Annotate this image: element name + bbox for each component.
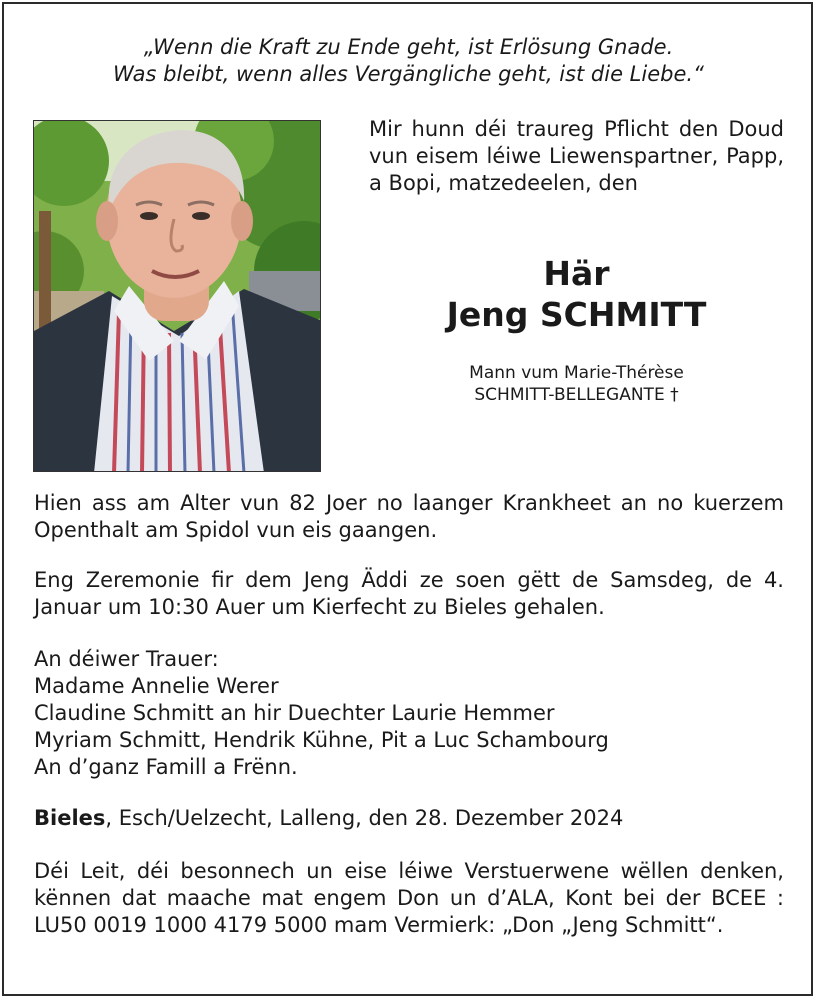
quote-line-2: Was bleibt, wenn alles Vergängliche geht, ist die Liebe.“ bbox=[113, 62, 704, 86]
place-name: Bieles bbox=[34, 806, 106, 830]
epigraph-quote bbox=[30, 34, 787, 88]
death-paragraph: Hien ass am Alter vun 82 Joer no laanger Krankheet an no kuerzem Openthalt am Spidol vun eis gaangen. bbox=[34, 491, 784, 542]
place-date-rest: , Esch/Uelzecht, Lalleng, den 28. Dezember 2024 bbox=[105, 806, 624, 830]
mourner-line: Madame Annelie Werer bbox=[34, 674, 279, 698]
ceremony-paragraph: Eng Zeremonie fir dem Jeng Äddi ze soen gëtt de Samsdeg, de 4. Januar um 10:30 Auer um Kierfecht zu Bieles gehalen. bbox=[34, 568, 784, 619]
mourner-line: Claudine Schmitt an hir Duechter Laurie Hemmer bbox=[34, 701, 555, 725]
mourner-line: An d’ganz Famill a Frënn. bbox=[34, 755, 298, 779]
spouse-line-2: SCHMITT-BELLEGANTE † bbox=[474, 385, 679, 405]
spouse-info bbox=[369, 362, 784, 406]
donation-paragraph: Déi Leit, déi besonnech un eise léiwe Verstuerwene wëllen denken, kënnen dat maache mat engem Don un d’ALA, Kont bei der BCEE : LU50 0019 1000 4179 5000 mam Vermierk: „Don „Jeng Schmitt“. bbox=[34, 859, 784, 937]
deceased-name: Jeng SCHMITT bbox=[446, 295, 707, 334]
mourners-block bbox=[34, 646, 784, 781]
portrait-photo bbox=[33, 120, 321, 472]
deceased-title: Här bbox=[543, 254, 610, 293]
spouse-line-1: Mann vum Marie-Thérèse bbox=[469, 363, 684, 383]
place-date-line bbox=[34, 805, 784, 832]
intro-text: Mir hunn déi traureg Pflicht den Doud vun eisem léiwe Liewenspartner, Papp, a Bopi, matzedeelen, den bbox=[369, 117, 784, 195]
mourners-heading: An déiwer Trauer: bbox=[34, 647, 219, 671]
quote-line-1: „Wenn die Kraft zu Ende geht, ist Erlösung Gnade. bbox=[143, 35, 674, 59]
mourner-line: Myriam Schmitt, Hendrik Kühne, Pit a Luc Schambourg bbox=[34, 728, 609, 752]
